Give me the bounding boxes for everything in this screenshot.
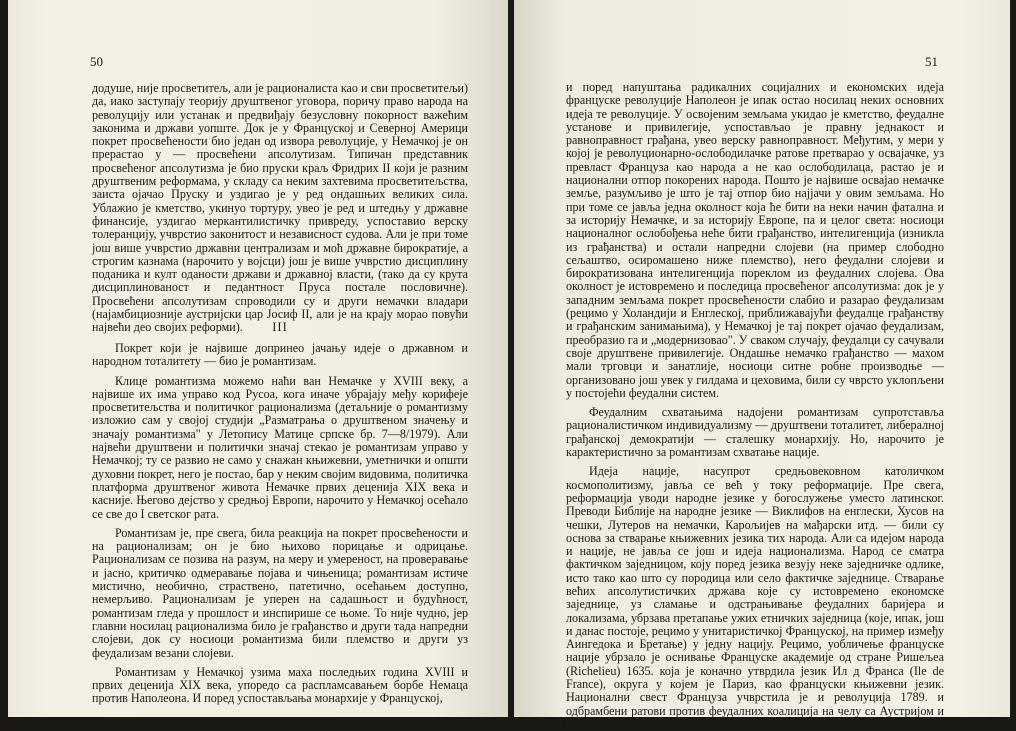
paragraph: Клице романтизма можемо наћи ван Немачке у XVIII веку, а највише их има управо код Русоа, кога иначе убрајају међу корифеје просветитељства и политичког рационализма (детаљније о романтизму изложио сам у својој студији „Разматрања о друштвеном значењу и значају романтизма" у Летопису Матице српске бр. 7—8/1979). Али највећи друштвени и политички значај стекао је романтизам управо у Немачкој; ту се развио не само у снажан књижевни, уметнички и општи духовни покрет, него је постао, бар у неким својим видовима, политичка платформа друштвеног живота Немачке првих деценија XIX века и касније. Његово дејство у средњој Европи, нарочито у Немачкој осећало се све до I светског рата. (92, 373, 468, 521)
left-bottom-text (92, 342, 468, 706)
page-number-left: 50 (90, 54, 103, 69)
paragraph: додуше, није просветитељ, али је рационалиста као и сви просветитељи) да, иако заступају теорију друштвеног уговора, поричу право народа на револуцију или устанак и предвиђају безусловну покорност важећим законима и држави уопште. Док је у Француској и Северној Америци покрет просвећености био један од извора револуције, у Немачкој је он прерастао у — просвећени апсолутизам. Типичан представник просвећеног апсолутизма је био пруски краљ Фридрих II који је разним друштвеним реформама, у складу са неким захтевима просветитељства, заиста ојачао Пруску и уздигао је у ред ондашњих великих сила. Ублажио је кметство, укинуо тортуру, увео је ред и штедњу у државне финансије, уздигао меркантилистичку привреду, успоставио верску толеранцију, учврстио законитост и независност судова. Али је при томе још више учврстио државни централизам и моћ државне бирократије, а строгим казнама (нарочито у војсци) још је више учврстио дисциплину поданика и култ оданости држави и државној власти, (тако да су крута дисциплинованост и педантност Пруса постале пословичне). Просвећени апсолутизам спроводили су и други немачки владари (најамбициозније аустријски цар Јосиф II, али је на крају морао повући највећи део својих реформи). (92, 81, 468, 335)
paragraph: и поред напуштања радикалних социјалних и економских идеја француске револуције Наполеон је ипак остао носилац неких основних идеја те револуције. У освојеним земљама укидао је кметство, феудалне установе и привилегије, успостављао је правну једнакост и равноправност грађана, увео верску равноправност. Међутим, у мери у којој је револуционарно-ослободилачке ратове претварао у освајачке, уз превласт Француза као народа а не као ослободилаца, растао је и национални отпор покорених народа. Пошто је највише освајао немачке земље, разумљиво је што је тај отпор био најјачи у овим земљама. Но при томе се јавља једна околност која ће бити на неки начин фатална и за историју Немачке, и за историју Европе, па и целог света: носиоци националног ослобођења неће бити грађанство, интелигенција (изникла из грађанства) и остали напредни слојеви (на пример слободно сељаштво, осиромашено ниже племство), него феудални слојеви и бирократизована интелигенција пореклом из феудалних слојева. Ова околност је истовремено и последица просвећеног апсолутизма: док је у западним земљама покрет просвећености слабио и разарао феудализам (рецимо у Холандији и Енглеској, приближавајући феудалце грађанству и грађанским занимањима), у Немачкој је тај покрет ојачао феудализам, преобразио га и „модернизовао". У сваком случају, феудалци су сачували своје друштвене привилегије. Ондашње немачко грађанство — махом мали трговци и занатлије, носиоци ситне робне производње — организовано још увек у гилдама и цеховима, били су чврсто уклопљени у постојећи феудални систем. (566, 80, 944, 400)
paragraph: Романтизам у Немачкој узима маха последњих година XVIII и првих деценија XIX века, упоредо са распламсавањем борбе Немаца против Наполеона. И поред успостављања монархије у Француској, (92, 664, 468, 706)
paragraph: Покрет који је највише допринео јачању идеје о државном и народном тоталитету — био је романтизам. (92, 341, 468, 369)
left-page (8, 0, 508, 717)
right-text (566, 81, 944, 731)
left-top-text (92, 82, 468, 335)
paragraph: Идеја нације, насупрот средњовековном католичком космополитизму, јавља се већ у току реформације. Пре свега, реформација уводи народне језике у богослужење уместо латинског. Преводи Библије на народне језике — Виклифов на енглески, Хусов на чешки, Лутеров на немачки, Карољијев на мађарски итд. — били су основа за стварање књижевних језика тих народа. Али са идејом народа и нације, не јавља се још и идеја национализма. Народ се сматра фактичком заједницом, коју поред језика везују неке заједничке одлике, исто тако као што су породица или село фактичке заједнице. Стварање већих апсолутистичких држава које су истовремено економске заједнице, уз сламање и одстрањивање феудалних баријера и локализама, убрзава претапање ужих етничких заједница (које, ипак, још и данас постоје, рецимо у унитаристичкој Француској, на пример између Аингедока и Бретање) у једну нацију. Рецимо, уобличење француске нације убрзало је оснивање Француске академије од стране Ришељеа (Richelieu) 1635. која је коначно утврдила језик Ил д Франса (Ile de France), округа у којем је Париз, као француски књижевни језик. Национални свест Француза учврстила је и револуција 1789. и одбрамбени ратови против феудалних коалиција на челу са Аустријом и Пруском. Но, Французи у револуцији, у складу са рацио- (566, 464, 944, 731)
right-page (514, 0, 1010, 731)
paragraph: Романтизам је, пре свега, била реакција на покрет просвећености и на рационализам; он је био њихово порицање и одрицање. Рационализам се позива на разум, на меру и умереност, на проверавање и јасно, критичко одмеравање појава и чињеница; романтизам истиче мистично, необично, страствено, патетично, осећањем доступно, немерљиво. Рационализам је уперен на садашњост и будућност, романтизам гледа у прошлост и инспирише се њоме. То није чудно, јер главни носилац рационализма било је грађанство и други тада напредни слојеви, док су носиоци романтизма били племство и други уз феудализам везани слојеви. (92, 525, 468, 660)
page-number-right: 51 (925, 54, 938, 69)
section-heading: III (272, 320, 288, 334)
paragraph: Феудалним схватањима надојени романтизам супротставља рационалистичком индивидуализму — друштвени тоталитет, либералној грађанској демократији — сталешку монархију. Но, нарочито је карактеристично за романтизам схватање нације. (566, 405, 944, 460)
